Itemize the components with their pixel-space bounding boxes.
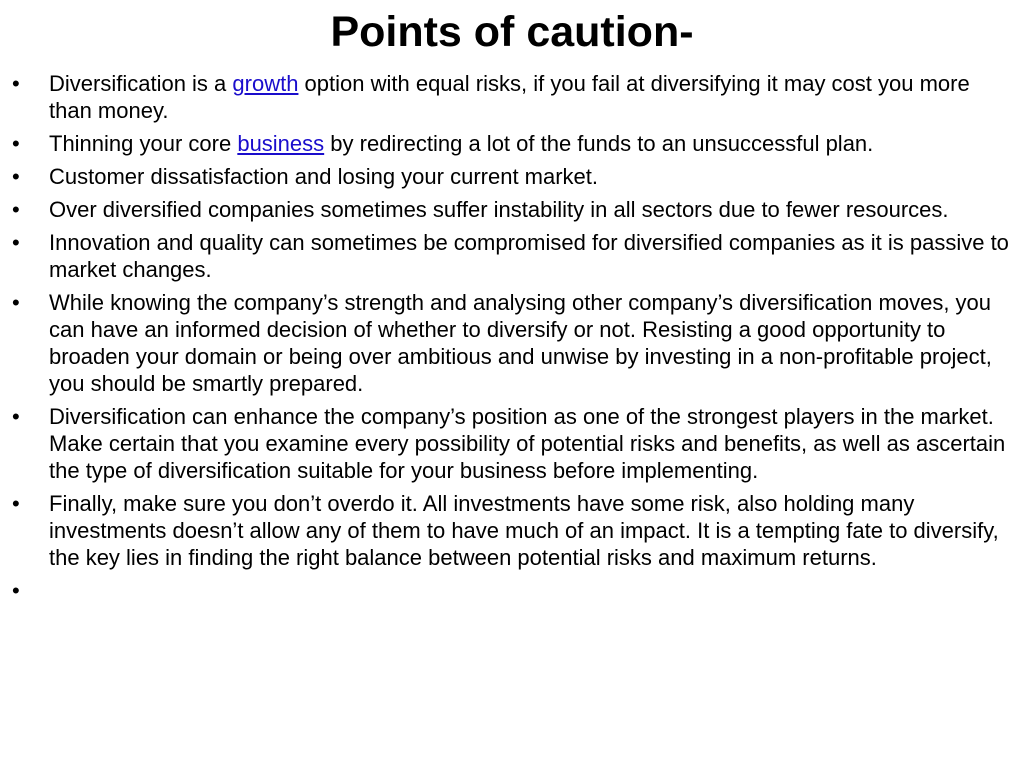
bullet-item [12,403,1012,484]
bullet-text: option with equal risks, if you fail at diversifying it may cost you more than money. [49,71,970,123]
bullet-list [12,70,1012,603]
bullet-marker: • [12,230,20,255]
bullet-text: Diversification is a [49,71,233,96]
bullet-text: Thinning your core [49,131,238,156]
slide-title: Points of caution- [330,8,694,56]
bullet-marker: • [12,290,20,315]
bullet-text: Finally, make sure you don’t overdo it. All investments have some risk, also holding many investments doesn’t allow any of them to have much of an impact. It is a tempting fate to diversify, the key lies in finding the right balance between potential risks and maximum returns. [49,491,999,570]
bullet-text: Innovation and quality can sometimes be compromised for diversified companies as it is passive to market changes. [49,230,1009,282]
bullet-marker: • [12,71,20,96]
bullet-text: While knowing the company’s strength and analysing other company’s diversification moves, you can have an informed decision of whether to diversify or not. Resisting a good opportunity to broaden your domain or being over ambitious and unwise by investing in a non-profitable project, you should be smartly prepared. [49,290,992,396]
bullet-item [12,490,1012,571]
bullet-marker: • [12,404,20,429]
bullet-text: Over diversified companies sometimes suffer instability in all sectors due to fewer resources. [49,197,949,222]
bullet-item [12,196,1012,223]
bullet-text: Diversification can enhance the company’s position as one of the strongest players in the market. Make certain that you examine every possibility of potential risks and benefits, as well as ascertain the type of diversification suitable for your business before implementing. [49,404,1006,483]
business-link[interactable]: business [237,131,325,156]
bullet-item [12,229,1012,283]
bullet-item [12,70,1012,124]
bullet-marker: • [12,197,20,222]
bullet-marker: • [12,578,20,603]
bullet-marker: • [12,131,20,156]
bullet-marker: • [12,491,20,516]
bullet-item [12,163,1012,190]
bullet-item [12,289,1012,397]
bullet-item [12,130,1012,157]
growth-link[interactable]: growth [232,71,299,96]
bullet-marker: • [12,164,20,189]
bullet-text: by redirecting a lot of the funds to an unsuccessful plan. [324,131,874,156]
bullet-text: Customer dissatisfaction and losing your current market. [49,164,599,189]
